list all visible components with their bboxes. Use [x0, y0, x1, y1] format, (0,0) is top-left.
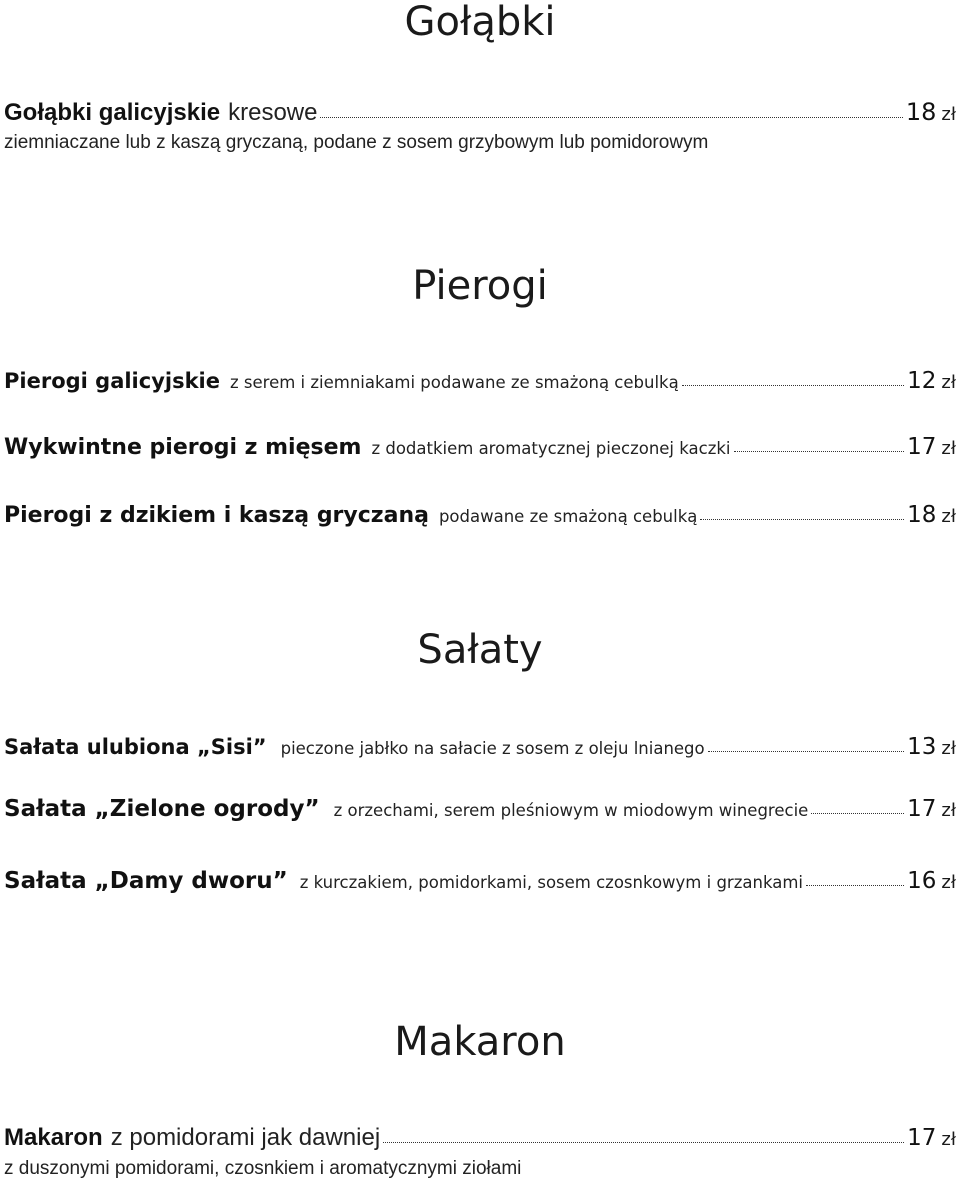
item-currency: zł [941, 872, 956, 893]
menu-item-makaron [4, 1124, 956, 1152]
item-description: z kurczakiem, pomidorkami, sosem czosnkowym i grzankami [299, 873, 803, 892]
menu-item-salata-sisi [4, 734, 956, 760]
dot-leader [383, 1142, 904, 1143]
item-name: Sałata ulubiona „Sisi” [4, 735, 267, 759]
item-subtitle: z duszonymi pomidorami, czosnkiem i aromatycznymi ziołami [4, 1158, 522, 1179]
item-currency: zł [941, 506, 956, 527]
menu-item-salata-damy-dworu [4, 868, 956, 894]
dot-leader [682, 385, 904, 386]
menu-item-pierogi-z-dzikiem [4, 502, 956, 528]
section-title-salaty: Sałaty [417, 627, 543, 673]
item-name: Sałata „Zielone ogrody” [4, 796, 320, 822]
item-name-suffix: kresowe [228, 99, 318, 126]
item-description: z dodatkiem aromatycznej pieczonej kaczki [371, 439, 731, 458]
dot-leader [708, 751, 905, 752]
dot-leader [806, 885, 904, 886]
item-currency: zł [941, 1129, 956, 1150]
menu-item-pierogi-galicyjskie [4, 368, 956, 394]
item-currency: zł [941, 800, 956, 821]
item-currency: zł [941, 738, 956, 759]
dot-leader [320, 117, 902, 118]
item-subtitle: ziemniaczane lub z kaszą gryczaną, podane z sosem grzybowym lub pomidorowym [4, 132, 709, 153]
section-title-pierogi: Pierogi [412, 263, 548, 309]
item-name: Makaron [4, 1124, 103, 1151]
item-price: 18 [905, 98, 937, 126]
item-description: z orzechami, serem pleśniowym w miodowym winegrecie [333, 801, 809, 820]
item-description: podawane ze smażoną cebulką [438, 507, 698, 526]
item-price: 17 [907, 434, 937, 460]
item-price: 18 [907, 502, 937, 528]
item-currency: zł [941, 372, 956, 393]
dot-leader [734, 451, 905, 452]
item-price: 17 [907, 1125, 937, 1151]
item-name-suffix: z pomidorami jak dawniej [110, 1124, 381, 1151]
item-description: pieczone jabłko na sałacie z sosem z oleju lnianego [280, 739, 705, 758]
section-title-makaron: Makaron [394, 1019, 566, 1065]
item-description: z serem i ziemniakami podawane ze smażoną cebulką [230, 373, 679, 392]
section-title-golabki: Gołąbki [404, 0, 556, 45]
item-currency: zł [941, 104, 956, 125]
dot-leader [700, 519, 904, 520]
dot-leader [811, 813, 904, 814]
item-currency: zł [941, 438, 956, 459]
item-name: Pierogi z dzikiem i kaszą gryczaną [4, 503, 429, 528]
item-price: 12 [907, 368, 937, 394]
item-price: 16 [907, 868, 937, 894]
item-name: Pierogi galicyjskie [4, 369, 220, 393]
menu-item-pierogi-z-miesem [4, 434, 956, 460]
item-name: Sałata „Damy dworu” [4, 868, 288, 894]
item-name: Wykwintne pierogi z mięsem [4, 435, 362, 460]
item-price: 17 [907, 796, 937, 822]
item-name: Gołąbki galicyjskie [4, 99, 221, 126]
item-price: 13 [907, 734, 937, 760]
menu-item-golabki-galicyjskie [4, 98, 956, 127]
menu-item-salata-zielone-ogrody [4, 796, 956, 822]
